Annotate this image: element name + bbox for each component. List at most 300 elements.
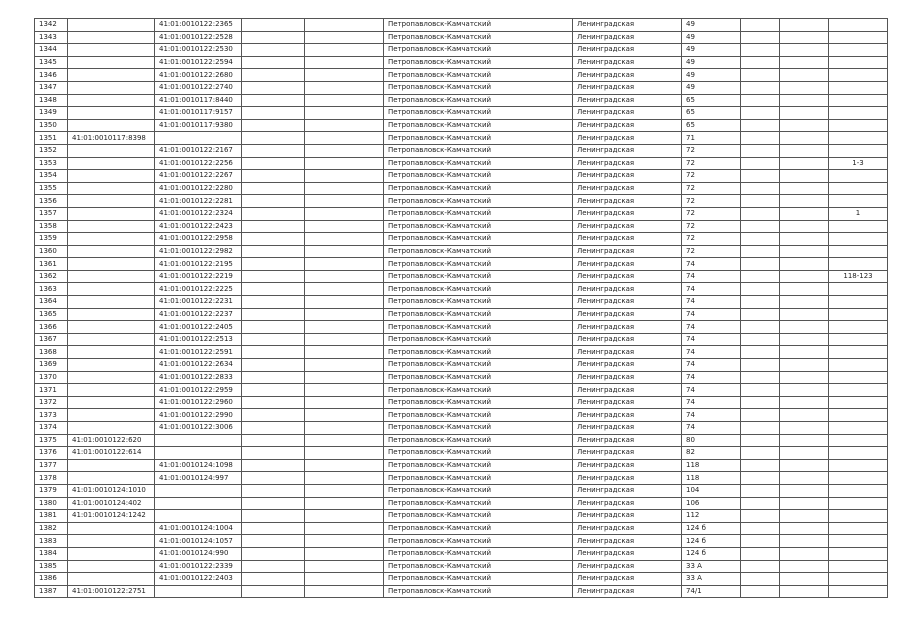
- street-cell: Ленинградская: [573, 371, 682, 384]
- cadastral-number-cell: [68, 396, 155, 409]
- empty-cell: [305, 547, 384, 560]
- apartment-cell: [829, 535, 888, 548]
- empty-cell: [741, 245, 780, 258]
- row-number-cell: 1381: [35, 510, 68, 523]
- empty-cell: [741, 94, 780, 107]
- row-number-cell: 1357: [35, 207, 68, 220]
- premises-cadastral-number-cell: 41:01:0010122:2958: [155, 233, 242, 246]
- cadastral-number-cell: [68, 69, 155, 82]
- table-row: [35, 132, 888, 145]
- table-row: [35, 144, 888, 157]
- apartment-cell: [829, 195, 888, 208]
- street-cell: Ленинградская: [573, 296, 682, 309]
- house-number-cell: 82: [682, 447, 741, 460]
- premises-cadastral-number-cell: 41:01:0010124:1098: [155, 459, 242, 472]
- empty-cell: [741, 157, 780, 170]
- street-cell: Ленинградская: [573, 69, 682, 82]
- empty-cell: [741, 69, 780, 82]
- table-row: [35, 585, 888, 598]
- house-number-cell: 65: [682, 107, 741, 120]
- empty-cell: [780, 207, 829, 220]
- house-number-cell: 72: [682, 207, 741, 220]
- empty-cell: [780, 258, 829, 271]
- table-row: [35, 447, 888, 460]
- empty-cell: [741, 283, 780, 296]
- empty-cell: [741, 195, 780, 208]
- empty-cell: [242, 144, 305, 157]
- empty-cell: [741, 560, 780, 573]
- premises-cadastral-number-cell: 41:01:0010122:2423: [155, 220, 242, 233]
- house-number-cell: 74: [682, 422, 741, 435]
- city-cell: Петропавловск-Камчатский: [384, 31, 573, 44]
- empty-cell: [780, 497, 829, 510]
- row-number-cell: 1360: [35, 245, 68, 258]
- empty-cell: [305, 94, 384, 107]
- city-cell: Петропавловск-Камчатский: [384, 233, 573, 246]
- street-cell: Ленинградская: [573, 220, 682, 233]
- table-row: [35, 81, 888, 94]
- empty-cell: [305, 170, 384, 183]
- city-cell: Петропавловск-Камчатский: [384, 321, 573, 334]
- empty-cell: [242, 371, 305, 384]
- empty-cell: [780, 359, 829, 372]
- empty-cell: [305, 296, 384, 309]
- row-number-cell: 1349: [35, 107, 68, 120]
- premises-cadastral-number-cell: 41:01:0010122:2339: [155, 560, 242, 573]
- premises-cadastral-number-cell: [155, 434, 242, 447]
- street-cell: Ленинградская: [573, 144, 682, 157]
- premises-cadastral-number-cell: 41:01:0010122:2365: [155, 19, 242, 32]
- apartment-cell: [829, 384, 888, 397]
- cadastral-number-cell: [68, 573, 155, 586]
- empty-cell: [242, 195, 305, 208]
- house-number-cell: 49: [682, 19, 741, 32]
- empty-cell: [242, 182, 305, 195]
- house-number-cell: 74: [682, 409, 741, 422]
- premises-cadastral-number-cell: [155, 484, 242, 497]
- empty-cell: [305, 182, 384, 195]
- row-number-cell: 1380: [35, 497, 68, 510]
- cadastral-number-cell: [68, 233, 155, 246]
- empty-cell: [780, 585, 829, 598]
- empty-cell: [741, 585, 780, 598]
- premises-cadastral-number-cell: 41:01:0010122:2740: [155, 81, 242, 94]
- table-row: [35, 359, 888, 372]
- house-number-cell: 74: [682, 270, 741, 283]
- empty-cell: [242, 157, 305, 170]
- empty-cell: [741, 333, 780, 346]
- row-number-cell: 1374: [35, 422, 68, 435]
- cadastral-number-cell: [68, 94, 155, 107]
- cadastral-number-cell: [68, 472, 155, 485]
- street-cell: Ленинградская: [573, 434, 682, 447]
- table-row: [35, 170, 888, 183]
- empty-cell: [741, 396, 780, 409]
- empty-cell: [305, 396, 384, 409]
- empty-cell: [242, 359, 305, 372]
- house-number-cell: 72: [682, 233, 741, 246]
- empty-cell: [305, 44, 384, 57]
- empty-cell: [780, 107, 829, 120]
- apartment-cell: [829, 510, 888, 523]
- house-number-cell: 49: [682, 56, 741, 69]
- row-number-cell: 1343: [35, 31, 68, 44]
- empty-cell: [305, 144, 384, 157]
- empty-cell: [741, 321, 780, 334]
- row-number-cell: 1366: [35, 321, 68, 334]
- cadastral-number-cell: [68, 195, 155, 208]
- house-number-cell: 74: [682, 258, 741, 271]
- table-row: [35, 308, 888, 321]
- empty-cell: [780, 434, 829, 447]
- city-cell: Петропавловск-Камчатский: [384, 447, 573, 460]
- street-cell: Ленинградская: [573, 409, 682, 422]
- city-cell: Петропавловск-Камчатский: [384, 258, 573, 271]
- apartment-cell: [829, 321, 888, 334]
- street-cell: Ленинградская: [573, 182, 682, 195]
- empty-cell: [242, 207, 305, 220]
- house-number-cell: 74: [682, 308, 741, 321]
- empty-cell: [780, 182, 829, 195]
- row-number-cell: 1378: [35, 472, 68, 485]
- table-row: [35, 258, 888, 271]
- empty-cell: [242, 422, 305, 435]
- street-cell: Ленинградская: [573, 459, 682, 472]
- house-number-cell: 124 б: [682, 535, 741, 548]
- premises-cadastral-number-cell: 41:01:0010122:2324: [155, 207, 242, 220]
- row-number-cell: 1359: [35, 233, 68, 246]
- house-number-cell: 124 б: [682, 522, 741, 535]
- house-number-cell: 49: [682, 31, 741, 44]
- cadastral-number-cell: [68, 144, 155, 157]
- empty-cell: [780, 333, 829, 346]
- empty-cell: [741, 308, 780, 321]
- cadastral-number-cell: [68, 346, 155, 359]
- table-row: [35, 220, 888, 233]
- empty-cell: [780, 220, 829, 233]
- empty-cell: [305, 258, 384, 271]
- apartment-cell: [829, 522, 888, 535]
- house-number-cell: 33 А: [682, 560, 741, 573]
- empty-cell: [741, 547, 780, 560]
- empty-cell: [741, 484, 780, 497]
- house-number-cell: 74: [682, 396, 741, 409]
- apartment-cell: [829, 434, 888, 447]
- empty-cell: [741, 107, 780, 120]
- empty-cell: [305, 497, 384, 510]
- table-row: [35, 459, 888, 472]
- empty-cell: [305, 459, 384, 472]
- apartment-cell: [829, 107, 888, 120]
- house-number-cell: 72: [682, 245, 741, 258]
- apartment-cell: 118-123: [829, 270, 888, 283]
- city-cell: Петропавловск-Камчатский: [384, 585, 573, 598]
- premises-cadastral-number-cell: 41:01:0010117:9157: [155, 107, 242, 120]
- empty-cell: [741, 409, 780, 422]
- street-cell: Ленинградская: [573, 346, 682, 359]
- street-cell: Ленинградская: [573, 396, 682, 409]
- apartment-cell: [829, 346, 888, 359]
- empty-cell: [780, 132, 829, 145]
- premises-cadastral-number-cell: 41:01:0010122:2225: [155, 283, 242, 296]
- apartment-cell: [829, 547, 888, 560]
- table-row: [35, 547, 888, 560]
- empty-cell: [242, 220, 305, 233]
- empty-cell: [780, 56, 829, 69]
- street-cell: Ленинградская: [573, 245, 682, 258]
- street-cell: Ленинградская: [573, 472, 682, 485]
- cadastral-number-cell: [68, 207, 155, 220]
- city-cell: Петропавловск-Камчатский: [384, 573, 573, 586]
- empty-cell: [305, 19, 384, 32]
- apartment-cell: [829, 182, 888, 195]
- street-cell: Ленинградская: [573, 384, 682, 397]
- empty-cell: [242, 547, 305, 560]
- cadastral-number-cell: [68, 560, 155, 573]
- cadastral-number-cell: 41:01:0010122:620: [68, 434, 155, 447]
- empty-cell: [741, 422, 780, 435]
- city-cell: Петропавловск-Камчатский: [384, 522, 573, 535]
- house-number-cell: 72: [682, 220, 741, 233]
- city-cell: Петропавловск-Камчатский: [384, 484, 573, 497]
- apartment-cell: [829, 585, 888, 598]
- house-number-cell: 124 б: [682, 547, 741, 560]
- street-cell: Ленинградская: [573, 258, 682, 271]
- table-row: [35, 396, 888, 409]
- street-cell: Ленинградская: [573, 94, 682, 107]
- street-cell: Ленинградская: [573, 560, 682, 573]
- row-number-cell: 1377: [35, 459, 68, 472]
- row-number-cell: 1363: [35, 283, 68, 296]
- row-number-cell: 1355: [35, 182, 68, 195]
- empty-cell: [242, 560, 305, 573]
- empty-cell: [741, 31, 780, 44]
- table-row: [35, 560, 888, 573]
- empty-cell: [242, 396, 305, 409]
- table-row: [35, 157, 888, 170]
- empty-cell: [741, 346, 780, 359]
- street-cell: Ленинградская: [573, 484, 682, 497]
- empty-cell: [780, 409, 829, 422]
- empty-cell: [741, 535, 780, 548]
- table-row: [35, 573, 888, 586]
- premises-cadastral-number-cell: [155, 510, 242, 523]
- city-cell: Петропавловск-Камчатский: [384, 144, 573, 157]
- street-cell: Ленинградская: [573, 333, 682, 346]
- cadastral-number-cell: 41:01:0010124:402: [68, 497, 155, 510]
- empty-cell: [242, 81, 305, 94]
- city-cell: Петропавловск-Камчатский: [384, 535, 573, 548]
- apartment-cell: [829, 94, 888, 107]
- empty-cell: [741, 144, 780, 157]
- empty-cell: [780, 484, 829, 497]
- empty-cell: [305, 384, 384, 397]
- city-cell: Петропавловск-Камчатский: [384, 384, 573, 397]
- apartment-cell: [829, 69, 888, 82]
- empty-cell: [780, 422, 829, 435]
- apartment-cell: 1-3: [829, 157, 888, 170]
- city-cell: Петропавловск-Камчатский: [384, 119, 573, 132]
- table-row: [35, 31, 888, 44]
- empty-cell: [305, 484, 384, 497]
- row-number-cell: 1353: [35, 157, 68, 170]
- city-cell: Петропавловск-Камчатский: [384, 207, 573, 220]
- house-number-cell: 74: [682, 371, 741, 384]
- empty-cell: [780, 573, 829, 586]
- empty-cell: [780, 296, 829, 309]
- premises-cadastral-number-cell: 41:01:0010124:1057: [155, 535, 242, 548]
- table-row: [35, 422, 888, 435]
- apartment-cell: 1: [829, 207, 888, 220]
- street-cell: Ленинградская: [573, 107, 682, 120]
- apartment-cell: [829, 560, 888, 573]
- empty-cell: [305, 233, 384, 246]
- city-cell: Петропавловск-Камчатский: [384, 472, 573, 485]
- empty-cell: [741, 182, 780, 195]
- empty-cell: [741, 434, 780, 447]
- empty-cell: [242, 409, 305, 422]
- city-cell: Петропавловск-Камчатский: [384, 94, 573, 107]
- house-number-cell: 74: [682, 384, 741, 397]
- empty-cell: [305, 283, 384, 296]
- table-row: [35, 19, 888, 32]
- empty-cell: [242, 510, 305, 523]
- empty-cell: [242, 321, 305, 334]
- cadastral-number-cell: [68, 283, 155, 296]
- city-cell: Петропавловск-Камчатский: [384, 69, 573, 82]
- empty-cell: [780, 560, 829, 573]
- apartment-cell: [829, 308, 888, 321]
- house-number-cell: 118: [682, 459, 741, 472]
- empty-cell: [780, 447, 829, 460]
- premises-cadastral-number-cell: 41:01:0010122:2195: [155, 258, 242, 271]
- street-cell: Ленинградская: [573, 447, 682, 460]
- empty-cell: [741, 447, 780, 460]
- table-row: [35, 321, 888, 334]
- empty-cell: [780, 459, 829, 472]
- empty-cell: [242, 497, 305, 510]
- empty-cell: [305, 585, 384, 598]
- cadastral-number-cell: [68, 31, 155, 44]
- apartment-cell: [829, 44, 888, 57]
- premises-cadastral-number-cell: 41:01:0010122:2231: [155, 296, 242, 309]
- street-cell: Ленинградская: [573, 31, 682, 44]
- cadastral-number-cell: [68, 422, 155, 435]
- house-number-cell: 71: [682, 132, 741, 145]
- street-cell: Ленинградская: [573, 195, 682, 208]
- row-number-cell: 1371: [35, 384, 68, 397]
- cadastral-number-cell: [68, 157, 155, 170]
- cadastral-number-cell: [68, 19, 155, 32]
- street-cell: Ленинградская: [573, 132, 682, 145]
- street-cell: Ленинградская: [573, 233, 682, 246]
- table-row: [35, 522, 888, 535]
- empty-cell: [780, 195, 829, 208]
- apartment-cell: [829, 396, 888, 409]
- cadastral-number-cell: [68, 409, 155, 422]
- city-cell: Петропавловск-Камчатский: [384, 547, 573, 560]
- empty-cell: [780, 144, 829, 157]
- empty-cell: [242, 296, 305, 309]
- table-row: [35, 245, 888, 258]
- empty-cell: [741, 371, 780, 384]
- empty-cell: [305, 510, 384, 523]
- premises-cadastral-number-cell: [155, 132, 242, 145]
- premises-cadastral-number-cell: 41:01:0010122:2982: [155, 245, 242, 258]
- street-cell: Ленинградская: [573, 170, 682, 183]
- premises-cadastral-number-cell: 41:01:0010122:2405: [155, 321, 242, 334]
- apartment-cell: [829, 19, 888, 32]
- empty-cell: [242, 19, 305, 32]
- cadastral-number-cell: 41:01:0010117:8398: [68, 132, 155, 145]
- city-cell: Петропавловск-Камчатский: [384, 157, 573, 170]
- city-cell: Петропавловск-Камчатский: [384, 107, 573, 120]
- city-cell: Петропавловск-Камчатский: [384, 510, 573, 523]
- city-cell: Петропавловск-Камчатский: [384, 283, 573, 296]
- city-cell: Петропавловск-Камчатский: [384, 459, 573, 472]
- table-row: [35, 535, 888, 548]
- row-number-cell: 1362: [35, 270, 68, 283]
- cadastral-number-cell: [68, 44, 155, 57]
- city-cell: Петропавловск-Камчатский: [384, 44, 573, 57]
- street-cell: Ленинградская: [573, 422, 682, 435]
- empty-cell: [242, 132, 305, 145]
- city-cell: Петропавловск-Камчатский: [384, 434, 573, 447]
- premises-cadastral-number-cell: 41:01:0010122:2167: [155, 144, 242, 157]
- row-number-cell: 1379: [35, 484, 68, 497]
- empty-cell: [741, 132, 780, 145]
- premises-cadastral-number-cell: 41:01:0010124:990: [155, 547, 242, 560]
- empty-cell: [780, 119, 829, 132]
- cadastral-number-cell: [68, 170, 155, 183]
- table-row: [35, 69, 888, 82]
- premises-cadastral-number-cell: 41:01:0010122:2634: [155, 359, 242, 372]
- empty-cell: [305, 409, 384, 422]
- row-number-cell: 1386: [35, 573, 68, 586]
- cadastral-number-cell: [68, 371, 155, 384]
- row-number-cell: 1350: [35, 119, 68, 132]
- house-number-cell: 49: [682, 44, 741, 57]
- empty-cell: [741, 258, 780, 271]
- empty-cell: [780, 396, 829, 409]
- empty-cell: [780, 170, 829, 183]
- empty-cell: [741, 384, 780, 397]
- empty-cell: [242, 56, 305, 69]
- empty-cell: [780, 19, 829, 32]
- city-cell: Петропавловск-Камчатский: [384, 170, 573, 183]
- house-number-cell: 106: [682, 497, 741, 510]
- apartment-cell: [829, 459, 888, 472]
- empty-cell: [242, 233, 305, 246]
- row-number-cell: 1372: [35, 396, 68, 409]
- cadastral-number-cell: [68, 270, 155, 283]
- cadastral-number-cell: [68, 308, 155, 321]
- empty-cell: [741, 472, 780, 485]
- premises-cadastral-number-cell: 41:01:0010122:2680: [155, 69, 242, 82]
- cadastral-number-cell: [68, 245, 155, 258]
- house-number-cell: 72: [682, 144, 741, 157]
- apartment-cell: [829, 283, 888, 296]
- table-body: [35, 19, 888, 598]
- house-number-cell: 74: [682, 333, 741, 346]
- house-number-cell: 74/1: [682, 585, 741, 598]
- empty-cell: [305, 371, 384, 384]
- house-number-cell: 80: [682, 434, 741, 447]
- premises-cadastral-number-cell: 41:01:0010124:997: [155, 472, 242, 485]
- empty-cell: [305, 157, 384, 170]
- empty-cell: [780, 321, 829, 334]
- table-row: [35, 409, 888, 422]
